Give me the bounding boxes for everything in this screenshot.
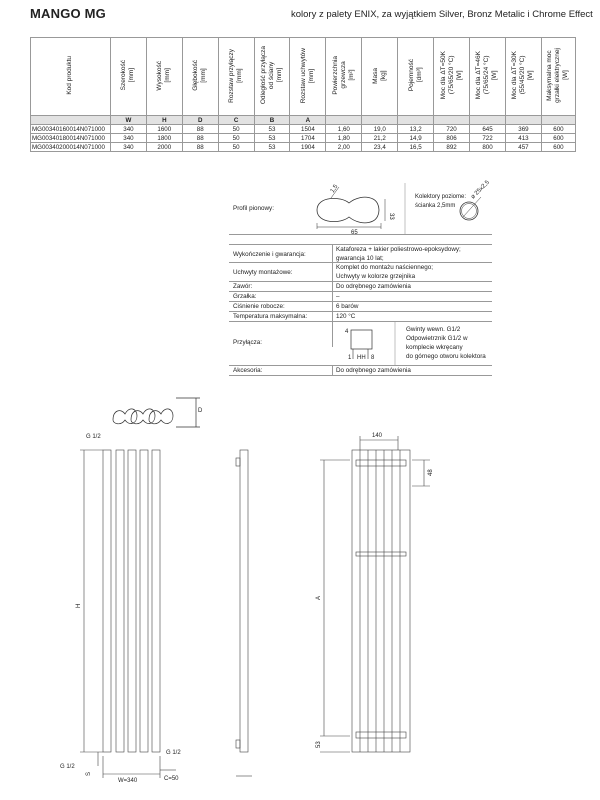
table-cell: 1504 [290,125,326,134]
heater-value: – [336,293,340,300]
letter-cell [505,116,541,125]
letter-cell [362,116,398,125]
col-header: Moc dla ΔT=30K (55/45/20 °C) [W] [505,38,541,116]
letter-cell [398,116,434,125]
finish-label: Wykończenie i gwarancja: [233,251,306,258]
finish-value: Kataforeza + lakier poliestrowo-epoksydowy; gwarancja 10 lat; [336,246,461,262]
col-header: Rozstaw uchwytów [mm] [290,38,326,116]
dim-33-label: 33 [388,213,394,220]
col-header: Masa [kg] [362,38,398,116]
col-header: Wysokość [mm] [146,38,182,116]
table-cell: 1704 [290,134,326,143]
spec-header-row [31,38,576,116]
col-header: Głębokość [mm] [182,38,218,116]
col-header: Rozstaw przyłączy [mm] [218,38,254,116]
col-header: Moc dla ΔT=50K (75/65/20 °C) [W] [434,38,470,116]
connections-value: Gwinty wewn. G1/2 Odpowietrznik G1/2 w komplecie wkręcany do górnego otworu kolektora [406,326,486,360]
col-header: Moc dla ΔT=46K (75/65/24 °C) [W] [470,38,506,116]
letter-cell [470,116,506,125]
table-cell: 50 [218,143,254,152]
product-code: MG00340180014N071000 [31,134,111,143]
table-row [31,143,576,152]
dim-140: 140 [372,433,383,439]
accessories-label: Akcesoria: [233,367,263,374]
product-code: MG00340200014N071000 [31,143,111,152]
collector-dim-label: ø 25x2,5 [470,179,491,201]
dim-53: 53 [316,741,322,748]
accessories-row [229,366,492,376]
table-cell: 340 [110,134,146,143]
g-top-label: G 1/2 [86,434,101,440]
pressure-row [229,302,492,312]
heater-row [229,292,492,302]
temp-row [229,312,492,322]
collector-label-line1: Kolektory poziome: [415,194,467,200]
col-header: Pojemność [dm³] [398,38,434,116]
letter-cell [434,116,470,125]
dim-w: W=340 [118,778,138,784]
table-cell: 2000 [146,143,182,152]
heater-label: Grzałka: [233,293,257,300]
table-cell: 14,9 [398,134,434,143]
table-cell: 457 [505,143,541,152]
profile-label: Profil pionowy: [233,205,274,212]
letter-cell: W [110,116,146,125]
finish-row [229,244,492,263]
letter-row [31,116,576,125]
col-header: Kod produktu [31,38,111,116]
table-cell: 21,2 [362,134,398,143]
mount-value: Komplet do montażu naściennego; Uchwyty w kolorze grzejnika [336,264,433,280]
table-row [31,125,576,134]
table-cell: 1,60 [326,125,362,134]
table-cell: 50 [218,134,254,143]
spec-table [30,37,576,152]
top-view [113,398,200,427]
table-cell: 369 [505,125,541,134]
profile-row [229,179,492,236]
dim-48: 48 [428,469,434,476]
conn-dim-4: 4 [345,329,349,335]
mount-label: Uchwyty montażowe: [233,269,293,276]
connections-row [229,322,492,366]
table-cell: 2,00 [326,143,362,152]
temp-value: 120 °C [336,313,356,320]
spacer-row [229,235,492,244]
column-divider [332,366,333,376]
connection-drawing [332,322,392,366]
valve-row [229,282,492,292]
dim-s: S [86,771,92,776]
valve-label: Zawór: [233,283,253,290]
front-view [80,450,176,778]
letter-cell [326,116,362,125]
col-header: Powierzchnia grzewcza [m²] [326,38,362,116]
dim-c: C=50 [164,776,179,782]
table-cell: 19,0 [362,125,398,134]
table-cell: 340 [110,125,146,134]
table-cell: 413 [505,134,541,143]
col-header: Szerokość [mm] [110,38,146,116]
conn-dim-8: 8 [371,355,375,361]
letter-cell: A [290,116,326,125]
technical-drawing [0,380,600,800]
rear-view [320,436,430,752]
table-cell: 88 [182,134,218,143]
dim-15-label: 1,5 [329,183,340,195]
letter-cell: C [218,116,254,125]
table-cell: 892 [434,143,470,152]
col-header: Odległość przyłącza od ściany [mm] [254,38,290,116]
table-cell: 600 [541,125,575,134]
table-cell: 53 [254,143,290,152]
pressure-value: 6 barów [336,303,359,310]
table-row [31,134,576,143]
dim-65-label: 65 [351,230,358,236]
g-bottom-left-label: G 1/2 [60,764,75,770]
g-bottom-right-label: G 1/2 [166,750,181,756]
table-cell: 722 [470,134,506,143]
valve-value: Do odrębnego zamówienia [336,283,411,290]
letter-cell [541,116,575,125]
table-cell: 88 [182,143,218,152]
table-cell: 13,2 [398,125,434,134]
page-subtitle: kolory z palety ENIX, za wyjątkiem Silver, Bronz Metalic i Chrome Effect [291,9,593,20]
table-cell: 53 [254,134,290,143]
pressure-label: Ciśnienie robocze: [233,303,285,310]
table-cell: 88 [182,125,218,134]
letter-cell: D [182,116,218,125]
table-cell: 1,80 [326,134,362,143]
connections-label: Przyłącza: [233,339,263,346]
table-cell: 1800 [146,134,182,143]
dim-h: H [76,603,82,608]
table-cell: 806 [434,134,470,143]
table-cell: 16,5 [398,143,434,152]
table-cell: 23,4 [362,143,398,152]
table-cell: 800 [470,143,506,152]
mount-row [229,263,492,282]
side-view [236,450,252,776]
table-cell: 53 [254,125,290,134]
table-cell: 1904 [290,143,326,152]
table-cell: 645 [470,125,506,134]
table-cell: 600 [541,143,575,152]
table-cell: 340 [110,143,146,152]
dim-a: A [316,595,322,600]
letter-cell: B [254,116,290,125]
table-cell: 1600 [146,125,182,134]
table-cell: 50 [218,125,254,134]
col-header: Maksymalna moc grzałki elektrycznej [W] [541,38,575,116]
letter-cell: H [146,116,182,125]
conn-dim-1: 1 [348,355,352,361]
table-cell: 600 [541,134,575,143]
temp-label: Temperatura maksymalna: [233,313,308,320]
accessories-value: Do odrębnego zamówienia [336,367,411,374]
conn-dim-hh: HH [357,355,366,361]
collector-label-line2: ścianka 2,5mm [415,203,456,209]
page-title: MANGO MG [30,6,106,21]
profile-drawing [229,179,492,236]
table-cell: 720 [434,125,470,134]
product-code: MG00340160014N071000 [31,125,111,134]
dim-d: D [198,408,203,414]
letter-cell [31,116,111,125]
